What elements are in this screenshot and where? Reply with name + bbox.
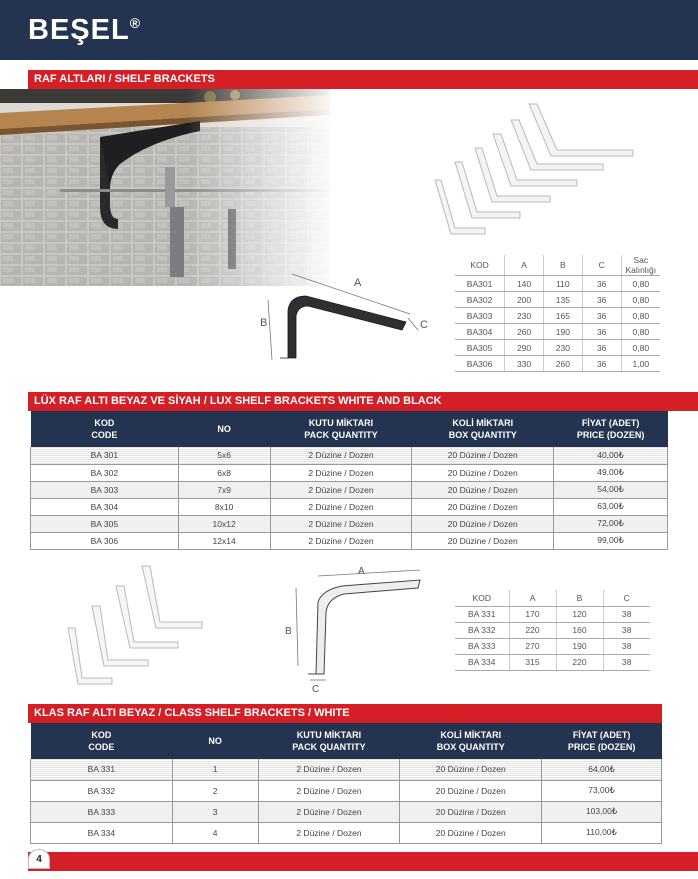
table-cell: 160 bbox=[556, 622, 603, 638]
bracket-dimension-diagram bbox=[258, 270, 438, 365]
col-header: A bbox=[505, 255, 544, 276]
table-cell: 4 bbox=[172, 822, 258, 843]
table-cell: BA 306 bbox=[31, 532, 179, 549]
table-cell: 2 Düzine / Dozen bbox=[270, 515, 412, 532]
table-cell: 135 bbox=[543, 292, 582, 308]
table-cell: 20 Düzine / Dozen bbox=[400, 759, 542, 780]
table-cell: 0,80 bbox=[621, 308, 660, 324]
white-bracket-set-image bbox=[425, 100, 640, 240]
table-cell: 38 bbox=[603, 606, 650, 622]
table-cell: 0,80 bbox=[621, 324, 660, 340]
col-header-line1: NO bbox=[208, 736, 222, 746]
table-cell: 2 Düzine / Dozen bbox=[270, 447, 412, 464]
table-cell: 0,80 bbox=[621, 276, 660, 292]
table-cell: BA 331 bbox=[455, 606, 509, 622]
table-cell: 38 bbox=[603, 638, 650, 654]
table-row bbox=[31, 498, 668, 515]
table-cell: 38 bbox=[603, 654, 650, 670]
table-row bbox=[31, 801, 662, 822]
table-cell: BA 303 bbox=[31, 481, 179, 498]
col-header-line1: KOD bbox=[91, 730, 112, 740]
table-row bbox=[455, 308, 660, 324]
col-header bbox=[554, 411, 668, 447]
col-header: B bbox=[543, 255, 582, 276]
table-cell: 140 bbox=[505, 276, 544, 292]
table-cell: BA 302 bbox=[31, 464, 179, 481]
table-cell: 200 bbox=[505, 292, 544, 308]
col-header-line2: CODE bbox=[91, 430, 118, 440]
col-header-line2: PACK QUANTITY bbox=[292, 742, 366, 752]
col-header-line1: KOLİ MİKTARI bbox=[452, 418, 514, 428]
table-cell: BA 333 bbox=[31, 801, 173, 822]
section-title-klas: KLAS RAF ALTI BEYAZ / CLASS SHELF BRACKETS / WHITE bbox=[28, 704, 662, 723]
col-header bbox=[31, 723, 173, 759]
table-cell: 2 Düzine / Dozen bbox=[270, 498, 412, 515]
table-cell: 8x10 bbox=[178, 498, 270, 515]
section-title-lux: LÜX RAF ALTI BEYAZ VE SİYAH / LUX SHELF BRACKETS WHITE AND BLACK bbox=[28, 392, 698, 411]
col-header: A bbox=[509, 590, 556, 606]
col-header-line2: BOX QUANTITY bbox=[436, 742, 505, 752]
table-cell: 2 Düzine / Dozen bbox=[270, 464, 412, 481]
col-header-line1: KOD bbox=[94, 418, 115, 428]
col-header-line2: CODE bbox=[88, 742, 115, 752]
table-cell: 20 Düzine / Dozen bbox=[412, 481, 554, 498]
table-cell: 0,80 bbox=[621, 292, 660, 308]
table-row bbox=[31, 532, 668, 549]
table-cell: 20 Düzine / Dozen bbox=[400, 822, 542, 843]
dimension-table-ba330 bbox=[455, 590, 650, 671]
table-cell: 7x9 bbox=[178, 481, 270, 498]
diagram2-label-c: C bbox=[312, 684, 320, 694]
table-cell: 330 bbox=[505, 356, 544, 372]
table-cell: BA302 bbox=[455, 292, 505, 308]
table-cell: 260 bbox=[543, 356, 582, 372]
table-cell: BA303 bbox=[455, 308, 505, 324]
table-cell: 63,00₺ bbox=[554, 498, 668, 515]
diagram-label-c: C bbox=[420, 319, 428, 331]
table-cell: BA301 bbox=[455, 276, 505, 292]
table-row bbox=[31, 447, 668, 464]
col-header-line2: PRICE (DOZEN) bbox=[567, 742, 636, 752]
col-header bbox=[258, 723, 400, 759]
col-header-line1: KOLİ MİKTARI bbox=[440, 730, 502, 740]
col-header bbox=[412, 411, 554, 447]
table-cell: 190 bbox=[556, 638, 603, 654]
table-cell: 49,00₺ bbox=[554, 464, 668, 481]
table-cell: 20 Düzine / Dozen bbox=[412, 447, 554, 464]
table-row bbox=[455, 340, 660, 356]
page-number: 4 bbox=[28, 849, 50, 869]
footer-bar bbox=[28, 852, 698, 871]
table-cell: 110 bbox=[543, 276, 582, 292]
table-cell: BA 304 bbox=[31, 498, 179, 515]
col-header: B bbox=[556, 590, 603, 606]
table-cell: 260 bbox=[505, 324, 544, 340]
table-cell: 2 Düzine / Dozen bbox=[258, 759, 400, 780]
col-header-line2: PACK QUANTITY bbox=[304, 430, 378, 440]
table-cell: BA 332 bbox=[31, 780, 173, 801]
table-cell: 170 bbox=[509, 606, 556, 622]
page-header bbox=[0, 0, 698, 60]
photo-fade bbox=[0, 89, 340, 286]
table-cell: BA 305 bbox=[31, 515, 179, 532]
table-cell: 2 bbox=[172, 780, 258, 801]
col-header: Sac Kalınlığı bbox=[621, 255, 660, 276]
table-cell: 315 bbox=[509, 654, 556, 670]
table-row bbox=[31, 822, 662, 843]
col-header: KOD bbox=[455, 255, 505, 276]
class-bracket-dimension-diagram bbox=[282, 562, 427, 694]
table-cell: 20 Düzine / Dozen bbox=[412, 498, 554, 515]
diagram2-label-a: A bbox=[358, 566, 365, 577]
table-cell: 290 bbox=[505, 340, 544, 356]
col-header: C bbox=[603, 590, 650, 606]
table-cell: 2 Düzine / Dozen bbox=[258, 780, 400, 801]
col-header bbox=[270, 411, 412, 447]
price-table-klas bbox=[30, 723, 662, 844]
table-cell: 190 bbox=[543, 324, 582, 340]
table-cell: 36 bbox=[582, 324, 621, 340]
table-cell: 36 bbox=[582, 276, 621, 292]
col-header: C bbox=[582, 255, 621, 276]
table-cell: 36 bbox=[582, 292, 621, 308]
table-cell: 38 bbox=[603, 622, 650, 638]
table-cell: 73,00₺ bbox=[542, 780, 662, 801]
table-cell: 165 bbox=[543, 308, 582, 324]
table-cell: BA 331 bbox=[31, 759, 173, 780]
table-cell: 99,00₺ bbox=[554, 532, 668, 549]
col-header bbox=[400, 723, 542, 759]
table-cell: 220 bbox=[556, 654, 603, 670]
table-row bbox=[455, 638, 650, 654]
table-cell: 54,00₺ bbox=[554, 481, 668, 498]
table-cell: 20 Düzine / Dozen bbox=[412, 532, 554, 549]
dimension-table-ba300 bbox=[455, 255, 660, 372]
table-row bbox=[31, 759, 662, 780]
table-row bbox=[455, 324, 660, 340]
table-cell: 2 Düzine / Dozen bbox=[270, 481, 412, 498]
col-header-line1: FİYAT (ADET) bbox=[572, 730, 631, 740]
brand-logo: BEŞEL® bbox=[28, 14, 142, 46]
col-header-line1: NO bbox=[217, 424, 231, 434]
table-cell: BA 301 bbox=[31, 447, 179, 464]
table-cell: 10x12 bbox=[178, 515, 270, 532]
table-cell: 12x14 bbox=[178, 532, 270, 549]
table-cell: BA 333 bbox=[455, 638, 509, 654]
col-header-line1: KUTU MİKTARI bbox=[308, 418, 374, 428]
table-cell: 270 bbox=[509, 638, 556, 654]
diagram-label-b: B bbox=[260, 317, 268, 329]
col-header-line1: KUTU MİKTARI bbox=[296, 730, 362, 740]
table-cell: 36 bbox=[582, 340, 621, 356]
table-cell: 36 bbox=[582, 356, 621, 372]
table-cell: 64,00₺ bbox=[542, 759, 662, 780]
table-cell: 230 bbox=[505, 308, 544, 324]
class-bracket-set-image bbox=[60, 560, 205, 690]
table-cell: 1,00 bbox=[621, 356, 660, 372]
price-table-lux bbox=[30, 411, 668, 550]
table-row bbox=[455, 292, 660, 308]
table-row bbox=[31, 481, 668, 498]
table-cell: 20 Düzine / Dozen bbox=[412, 464, 554, 481]
col-header: KOD bbox=[455, 590, 509, 606]
table-cell: 2 Düzine / Dozen bbox=[258, 801, 400, 822]
table-cell: 2 Düzine / Dozen bbox=[270, 532, 412, 549]
table-row bbox=[31, 780, 662, 801]
col-header bbox=[178, 411, 270, 447]
table-cell: 1 bbox=[172, 759, 258, 780]
col-header-line2: PRICE (DOZEN) bbox=[576, 430, 645, 440]
table-row bbox=[455, 276, 660, 292]
table-cell: BA 334 bbox=[31, 822, 173, 843]
table-row bbox=[455, 622, 650, 638]
col-header bbox=[542, 723, 662, 759]
table-cell: 3 bbox=[172, 801, 258, 822]
table-cell: 6x8 bbox=[178, 464, 270, 481]
table-cell: 120 bbox=[556, 606, 603, 622]
table-cell: 72,00₺ bbox=[554, 515, 668, 532]
col-header-line1: FİYAT (ADET) bbox=[581, 418, 640, 428]
table-cell: 36 bbox=[582, 308, 621, 324]
table-cell: BA 332 bbox=[455, 622, 509, 638]
table-cell: BA304 bbox=[455, 324, 505, 340]
table-cell: 110,00₺ bbox=[542, 822, 662, 843]
col-header bbox=[31, 411, 179, 447]
col-header bbox=[172, 723, 258, 759]
table-cell: 20 Düzine / Dozen bbox=[412, 515, 554, 532]
section-title-shelf-brackets: RAF ALTLARI / SHELF BRACKETS bbox=[28, 70, 698, 89]
table-cell: 40,00₺ bbox=[554, 447, 668, 464]
table-cell: 103,00₺ bbox=[542, 801, 662, 822]
table-cell: 230 bbox=[543, 340, 582, 356]
table-cell: 5x6 bbox=[178, 447, 270, 464]
table-row bbox=[455, 356, 660, 372]
table-cell: BA305 bbox=[455, 340, 505, 356]
table-cell: 220 bbox=[509, 622, 556, 638]
table-cell: 20 Düzine / Dozen bbox=[400, 780, 542, 801]
table-cell: 0,80 bbox=[621, 340, 660, 356]
table-cell: BA 334 bbox=[455, 654, 509, 670]
table-row bbox=[455, 654, 650, 670]
diagram2-label-b: B bbox=[285, 626, 292, 637]
table-row bbox=[31, 515, 668, 532]
col-header-line2: BOX QUANTITY bbox=[448, 430, 517, 440]
table-row bbox=[455, 606, 650, 622]
table-cell: 2 Düzine / Dozen bbox=[258, 822, 400, 843]
table-row bbox=[31, 464, 668, 481]
diagram-label-a: A bbox=[354, 277, 362, 289]
table-cell: BA306 bbox=[455, 356, 505, 372]
table-cell: 20 Düzine / Dozen bbox=[400, 801, 542, 822]
